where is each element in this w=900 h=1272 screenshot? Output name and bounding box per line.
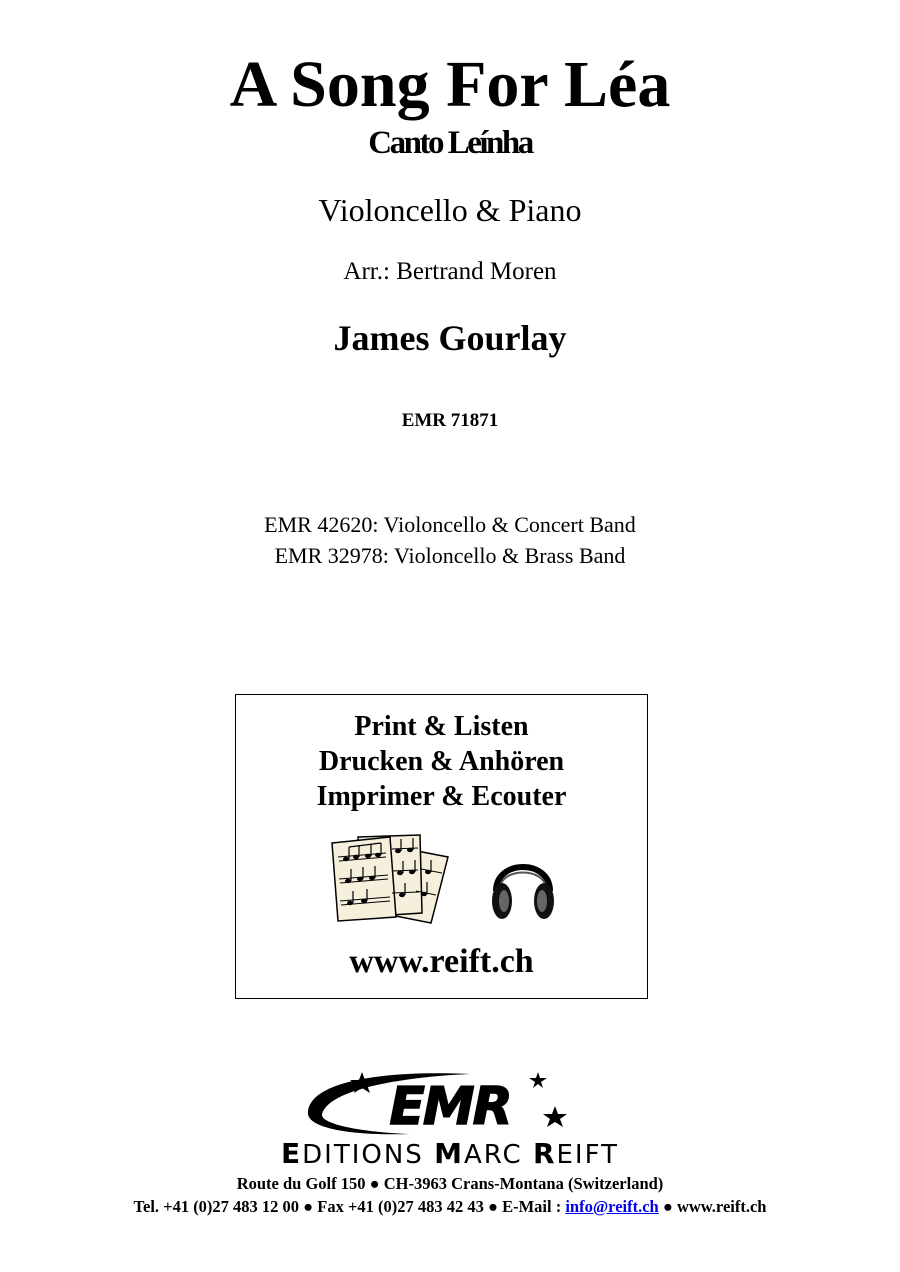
email-link[interactable]: info@reift.ch [565, 1197, 659, 1216]
publisher-name-r: R [532, 1137, 557, 1170]
publisher-name-ditions: DITIONS [302, 1140, 435, 1170]
catalog-number: EMR 71871 [401, 410, 499, 431]
arranger: Arr.: Bertrand Moren [343, 258, 557, 285]
instrumentation: Violoncello & Piano [318, 192, 582, 228]
emr-logo-text: EMR [389, 1077, 511, 1137]
publisher-name-arc: ARC [463, 1140, 533, 1170]
other-version-concert-band: EMR 42620: Violoncello & Concert Band [264, 512, 636, 537]
other-version-brass-band: EMR 32978: Violoncello & Brass Band [274, 543, 626, 568]
promo-lines [236, 709, 647, 814]
other-versions [0, 509, 900, 571]
sheet-music-icon [328, 831, 453, 926]
promo-line-en: Print & Listen [354, 711, 529, 742]
publisher-name-eift: EIFT [556, 1140, 619, 1170]
publisher-name-m: M [434, 1137, 464, 1170]
publisher-name-e: E [281, 1137, 303, 1170]
publisher-contact [0, 1199, 900, 1216]
contact-website: ● www.reift.ch [658, 1197, 767, 1216]
headphones-icon [488, 845, 558, 923]
subtitle: Canto Leínha [368, 125, 532, 161]
emr-logo [300, 1068, 600, 1138]
publisher-name [0, 1137, 900, 1170]
print-listen-box [235, 694, 648, 999]
promo-url[interactable]: www.reift.ch [349, 943, 534, 980]
promo-line-fr: Imprimer & Ecouter [316, 781, 567, 812]
publisher-address: Route du Golf 150 ● CH-3963 Crans-Montana (Switzerland) [236, 1174, 664, 1193]
promo-line-de: Drucken & Anhören [318, 746, 565, 777]
contact-phone-fax: Tel. +41 (0)27 483 12 00 ● Fax +41 (0)27 483 42 43 ● E-Mail : [133, 1197, 566, 1216]
composer: James Gourlay [333, 318, 567, 358]
title: A Song For Léa [229, 48, 671, 121]
